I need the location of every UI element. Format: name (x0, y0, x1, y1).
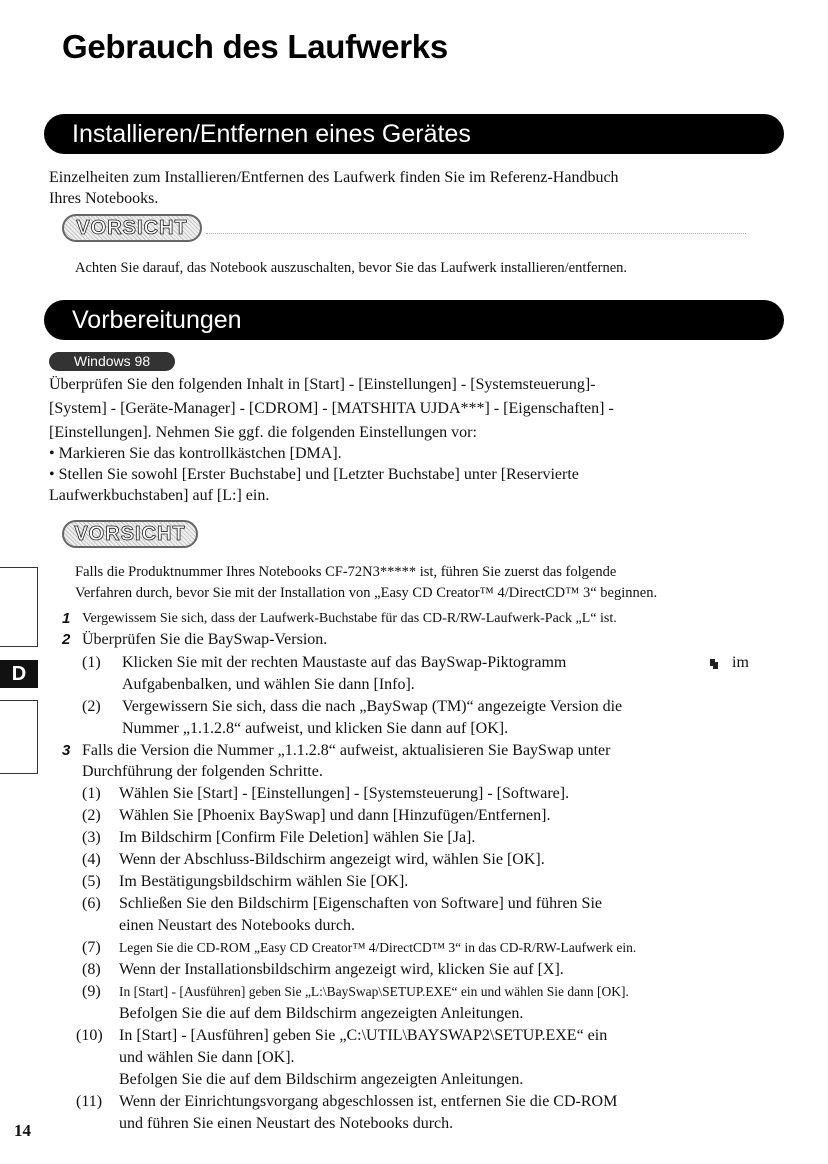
step-number: 2 (62, 631, 71, 648)
sub-number: (3) (82, 829, 101, 846)
step-2-2-text: Vergewissern Sie sich, dass die nach „BaySwap (TM)“ angezeigte Version die (122, 698, 623, 715)
step-2-1-text: Klicken Sie mit der rechten Maustaste auf das BaySwap-Piktogramm (122, 654, 567, 671)
sub-number: (9) (82, 983, 101, 1000)
sub-number: (6) (82, 895, 101, 912)
sub-step-text: Befolgen Sie die auf dem Bildschirm angezeigten Anleitungen. (119, 1005, 524, 1022)
sub-number: (4) (82, 851, 101, 868)
caution-badge-2: VORSICHT (62, 520, 198, 548)
sub-number: (10) (76, 1027, 103, 1044)
sub-number: (1) (82, 785, 101, 802)
prep-bullet-1: • Markieren Sie das kontrollkästchen [DMA]. (49, 445, 342, 462)
windows98-badge: Windows 98 (49, 352, 175, 371)
step-3-cont: Durchführung der folgenden Schritte. (82, 763, 323, 780)
sub-number: (11) (76, 1093, 103, 1110)
prep-line-2: [System] - [Geräte-Manager] - [CDROM] - [MATSHITA UJDA***] - [Eigenschaften] - (49, 400, 614, 417)
sub-step-text: einen Neustart des Notebooks durch. (119, 917, 355, 934)
bayswap-icon (707, 657, 721, 671)
sub-number: (1) (82, 654, 101, 671)
step-1-text: Vergewissem Sie sich, dass der Laufwerk-Buchstabe für das CD-R/RW-Laufwerk-Pack „L“ ist. (82, 611, 617, 626)
sub-step-text: Im Bestätigungsbildschirm wählen Sie [OK]. (119, 873, 409, 890)
sub-step-text: und wählen Sie dann [OK]. (119, 1049, 295, 1066)
step-2-2-cont: Nummer „1.1.2.8“ aufweist, und klicken Sie dann auf [OK]. (122, 720, 509, 737)
sub-step-text: Wählen Sie [Start] - [Einstellungen] - [Systemsteuerung] - [Software]. (119, 785, 570, 802)
sub-step-text: Schließen Sie den Bildschirm [Eigenschaften von Software] und führen Sie (119, 895, 602, 912)
chapter-tab: D (0, 660, 38, 688)
sub-step-text: und führen Sie einen Neustart des Notebooks durch. (119, 1115, 454, 1132)
step-2-text: Überprüfen Sie die BaySwap-Version. (82, 631, 328, 648)
step-2-1-cont: Aufgabenbalken, und wählen Sie dann [Info]. (122, 676, 415, 693)
sub-number: (7) (82, 939, 101, 956)
page-title: Gebrauch des Laufwerks (62, 28, 448, 65)
prep-line-1: Überprüfen Sie den folgenden Inhalt in [Start] - [Einstellungen] - [Systemsteuerung]- (49, 376, 596, 393)
caution-text: Achten Sie darauf, das Notebook auszuschalten, bevor Sie das Laufwerk installieren/entfernen. (75, 260, 628, 276)
caution-badge: VORSICHT (62, 214, 202, 242)
caution2-line-1: Falls die Produktnummer Ihres Notebooks CF-72N3***** ist, führen Sie zuerst das folgende (75, 564, 617, 580)
prep-bullet-2: • Stellen Sie sowohl [Erster Buchstabe] und [Letzter Buchstabe] unter [Reservierte (49, 466, 579, 483)
step-number: 3 (62, 742, 71, 759)
sub-step-text: Befolgen Sie die auf dem Bildschirm angezeigten Anleitungen. (119, 1071, 524, 1088)
step-number: 1 (62, 610, 71, 627)
intro-line-2: Ihres Notebooks. (49, 190, 159, 207)
page-number: 14 (14, 1121, 31, 1140)
sub-step-text: Wenn der Installationsbildschirm angezeigt wird, klicken Sie auf [X]. (119, 961, 564, 978)
sub-step-text: Wenn der Einrichtungsvorgang abgeschlossen ist, entfernen Sie die CD-ROM (119, 1093, 618, 1110)
sub-step-text: In [Start] - [Ausführen] geben Sie „C:\UTIL\BAYSWAP2\SETUP.EXE“ ein (119, 1027, 608, 1044)
sub-number: (2) (82, 698, 101, 715)
prep-bullet-2-cont: Laufwerkbuchstaben] auf [L:] ein. (49, 487, 270, 504)
step-3-text: Falls die Version die Nummer „1.1.2.8“ aufweist, aktualisieren Sie BaySwap unter (82, 742, 611, 759)
step-2-1-im: im (732, 654, 749, 671)
sub-step-text: Legen Sie die CD-ROM „Easy CD Creator™ 4/DirectCD™ 3“ in das CD-R/RW-Laufwerk ein. (119, 940, 637, 955)
sub-step-text: In [Start] - [Ausführen] geben Sie „L:\BaySwap\SETUP.EXE“ ein und wählen Sie dann [OK]. (119, 984, 629, 999)
sub-step-text: Im Bildschirm [Confirm File Deletion] wählen Sie [Ja]. (119, 829, 476, 846)
sub-number: (8) (82, 961, 101, 978)
side-tab-lower (0, 700, 38, 774)
intro-line-1: Einzelheiten zum Installieren/Entfernen des Laufwerk finden Sie im Referenz-Handbuch (49, 169, 619, 186)
sub-step-text: Wählen Sie [Phoenix BaySwap] und dann [Hinzufügen/Entfernen]. (119, 807, 551, 824)
sub-number: (5) (82, 873, 101, 890)
side-tab-upper (0, 567, 38, 647)
sub-step-text: Wenn der Abschluss-Bildschirm angezeigt wird, wählen Sie [OK]. (119, 851, 545, 868)
caution2-line-2: Verfahren durch, bevor Sie mit der Installation von „Easy CD Creator™ 4/DirectCD™ 3“ beginnen. (75, 585, 658, 601)
divider (206, 233, 746, 234)
sub-number: (2) (82, 807, 101, 824)
prep-line-3: [Einstellungen]. Nehmen Sie ggf. die folgenden Einstellungen vor: (49, 424, 477, 441)
section-heading-install: Installieren/Entfernen eines Gerätes (44, 114, 784, 154)
section-heading-preparation: Vorbereitungen (44, 300, 784, 340)
